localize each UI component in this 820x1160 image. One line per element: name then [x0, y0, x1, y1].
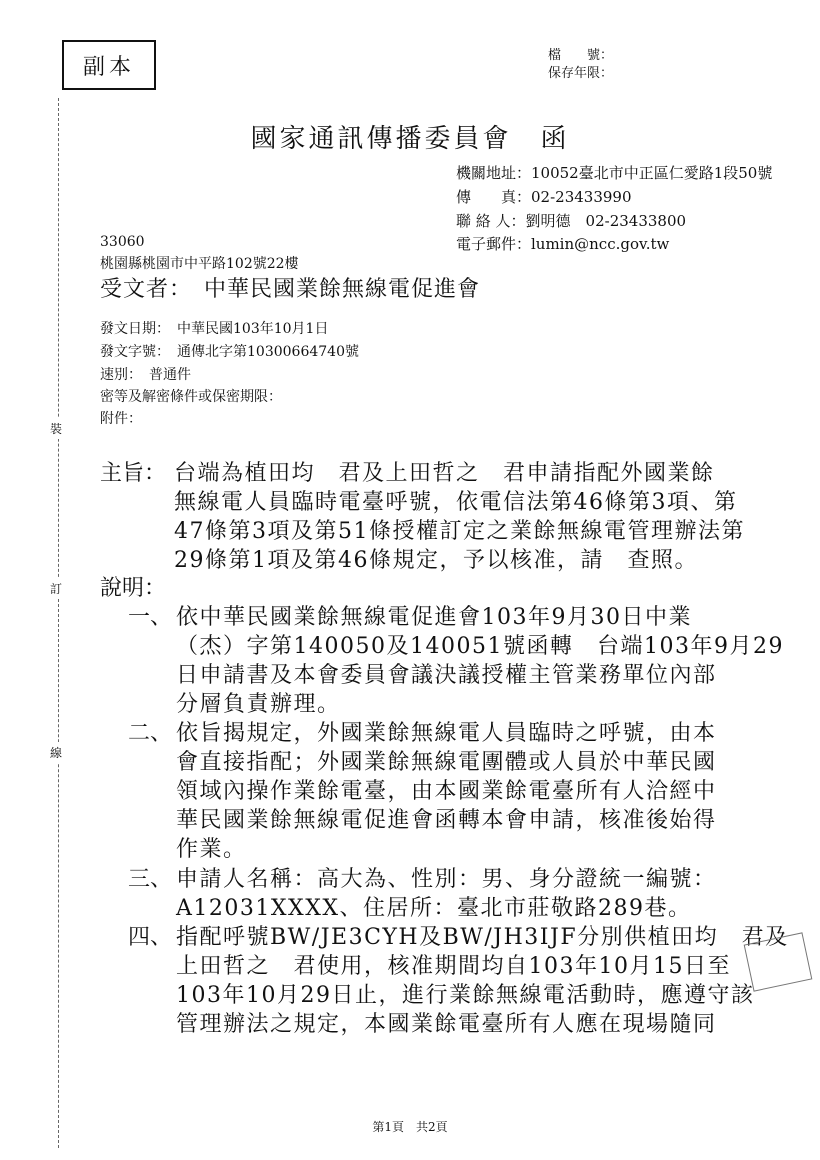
- item-number: 三、: [128, 867, 173, 892]
- item-line: 日申請書及本會委員會議決議授權主管業務單位內部: [176, 663, 717, 688]
- subject-line: 29條第1項及第46條規定，予以核准，請 查照。: [174, 548, 698, 573]
- item-line: 會直接指配；外國業餘無線電團體或人員於中華民國: [176, 750, 717, 775]
- item-number: 二、: [128, 721, 173, 746]
- retention-period-label: 保存年限：: [548, 66, 614, 81]
- archive-number-label: 檔 號：: [548, 48, 614, 63]
- item-line: 領域內操作業餘電臺，由本國業餘電臺所有人洽經中: [176, 779, 717, 804]
- subject-line: 台端為植田均 君及上田哲之 君申請指配外國業餘: [174, 461, 715, 486]
- subject-label: 主旨：: [100, 461, 167, 486]
- item-line: 指配呼號BW/JE3CYH及BW/JH3IJF分別供植田均 君及: [176, 925, 789, 950]
- item-line: 作業。: [176, 837, 247, 862]
- recipient: 受文者： 中華民國業餘無線電促進會: [100, 277, 481, 302]
- agency-address: 機關地址：10052臺北市中正區仁愛路1段50號: [456, 164, 773, 182]
- item-number: 一、: [128, 605, 173, 630]
- item-line: 分層負責辦理。: [176, 692, 341, 717]
- binding-mark-ding: 訂: [50, 578, 62, 599]
- subject-line: 47條第3項及第51條授權訂定之業餘無線電管理辦法第: [174, 519, 745, 544]
- item-line: 華民國業餘無線電促進會函轉本會申請，核准後始得: [176, 808, 717, 833]
- contact-email: 電子郵件：lumin@ncc.gov.tw: [456, 235, 670, 253]
- binding-mark-zhuang: 裝: [50, 418, 62, 439]
- item-line: （杰）字第140050及140051號函轉 台端103年9月29: [176, 634, 784, 659]
- copy-label: 副本: [82, 54, 135, 80]
- item-line: 依中華民國業餘無線電促進會103年9月30日中業: [176, 605, 692, 630]
- item-line: 依旨揭規定，外國業餘無線電人員臨時之呼號，由本: [176, 721, 717, 746]
- secrecy-level: 密等及解密條件或保密期限：: [100, 389, 282, 405]
- item-number: 四、: [128, 925, 173, 950]
- delivery-speed: 速別： 普通件: [100, 367, 191, 383]
- item-line: A12031XXXX、住居所：臺北市莊敬路289巷。: [176, 896, 692, 921]
- fax-number: 傳 真：02-23433990: [456, 188, 632, 206]
- explanation-label: 說明：: [100, 576, 167, 601]
- copy-stamp-box: [62, 40, 156, 90]
- item-line: 管理辦法之規定，本國業餘電臺所有人應在現場隨同: [176, 1012, 717, 1037]
- document-title: 國家通訊傳播委員會 函: [250, 124, 570, 154]
- binding-line: [58, 98, 59, 1148]
- page-footer: 第1頁 共2頁: [372, 1120, 448, 1134]
- issue-date: 發文日期： 中華民國103年10月1日: [100, 321, 329, 337]
- item-line: 申請人名稱：高大為、性別：男、身分證統一編號：: [176, 867, 717, 892]
- item-line: 103年10月29日止，進行業餘無線電活動時，應遵守該: [176, 983, 755, 1008]
- subject-line: 無線電人員臨時電臺呼號，依電信法第46條第3項、第: [174, 490, 738, 515]
- contact-person: 聯 絡 人：劉明德 02-23433800: [456, 212, 687, 230]
- recipient-zip: 33060: [100, 234, 145, 250]
- document-number: 發文字號： 通傳北字第10300664740號: [100, 344, 359, 360]
- recipient-street: 桃園縣桃園市中平路102號22樓: [100, 256, 299, 272]
- item-line: 上田哲之 君使用，核准期間均自103年10月15日至: [176, 954, 731, 979]
- binding-mark-xian: 線: [50, 742, 62, 763]
- attachment: 附件：: [100, 411, 142, 427]
